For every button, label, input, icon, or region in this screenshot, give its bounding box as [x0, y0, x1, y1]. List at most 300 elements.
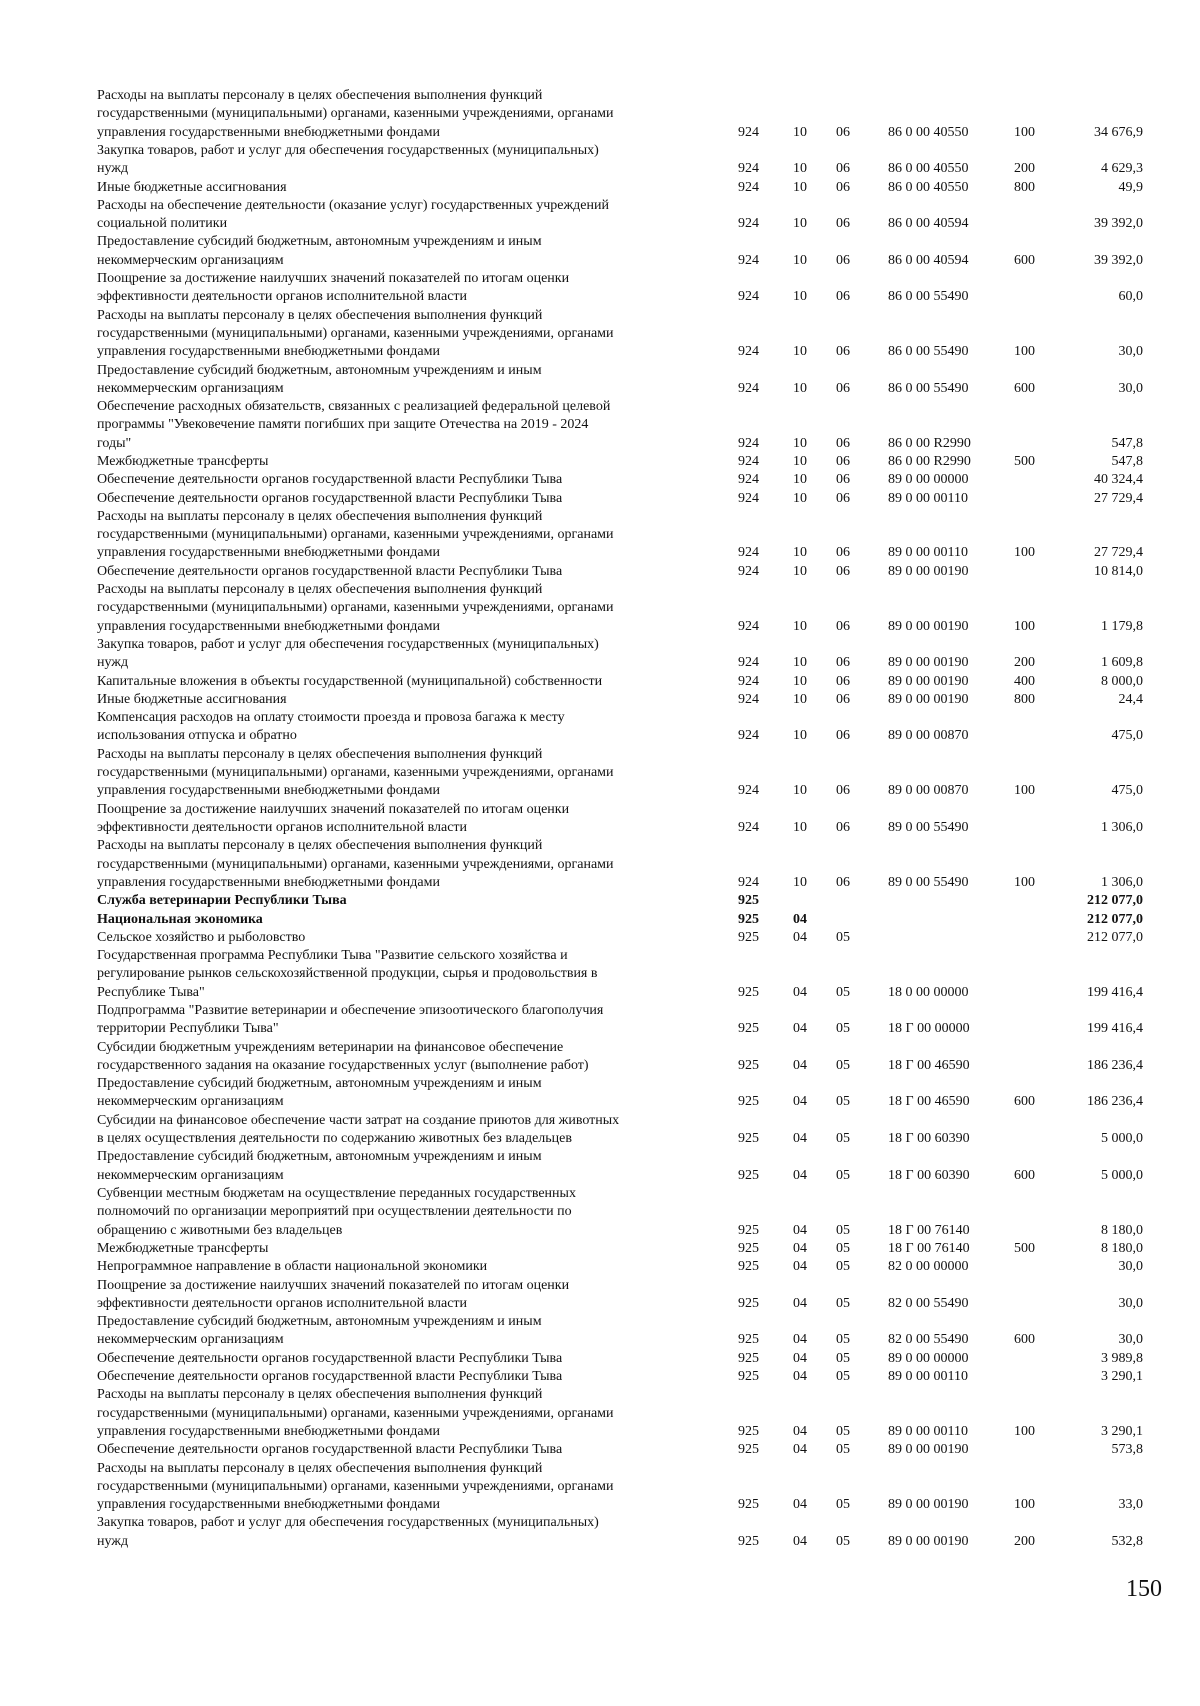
description-line: Субсидии на финансовое обеспечение части затрат на создание приютов для животных: [97, 1112, 620, 1128]
row-values: [0, 654, 1200, 672]
target-article-code: 18 Г 00 00000: [888, 1021, 970, 1037]
table-row: [0, 1258, 1200, 1276]
expense-type-code: 500: [1014, 454, 1035, 469]
table-row: [0, 1386, 1200, 1441]
subsection-code: 06: [836, 673, 850, 689]
description-line: некоммерческим организациям: [97, 252, 284, 268]
expense-type-code: 600: [1014, 380, 1035, 396]
subsection-code: 06: [836, 179, 850, 195]
table-row: [0, 142, 1200, 179]
description-line: Компенсация расходов на оплату стоимости проезда и провоза багажа к месту: [97, 710, 565, 726]
target-article-code: 89 0 00 00190: [888, 563, 969, 579]
section-code: 10: [793, 490, 807, 506]
section-code: 04: [793, 929, 807, 945]
subsection-code: 05: [836, 1423, 850, 1439]
description-line: Закупка товаров, работ и услуг для обеспечения государственных (муниципальных): [97, 637, 599, 652]
amount: 199 416,4: [1087, 1021, 1143, 1037]
amount: 212 077,0: [1087, 893, 1143, 909]
amount: 3 290,1: [1101, 1369, 1143, 1384]
description-line: Иные бюджетные ассигнования: [97, 691, 287, 707]
section-code: 10: [793, 344, 807, 360]
section-code: 04: [793, 1131, 807, 1147]
section-code: 04: [793, 1259, 807, 1275]
description-line: Расходы на выплаты персоналу в целях обеспечения выполнения функций: [97, 746, 543, 762]
description-line: Закупка товаров, работ и услуг для обеспечения государственных (муниципальных): [97, 1515, 599, 1531]
row-values: [0, 1057, 1200, 1075]
table-row: [0, 1313, 1200, 1350]
table-row: [0, 563, 1200, 581]
amount: 34 676,9: [1094, 124, 1143, 140]
amount: 475,0: [1111, 728, 1143, 744]
section-code: 04: [793, 1167, 807, 1183]
subsection-code: 05: [836, 1350, 850, 1366]
description-line: некоммерческим организациям: [97, 1167, 284, 1183]
target-article-code: 86 0 00 40550: [888, 161, 969, 177]
table-row: [0, 636, 1200, 673]
description-line: некоммерческим организациям: [97, 1332, 284, 1348]
subsection-code: 06: [836, 728, 850, 744]
subsection-code: 05: [836, 1533, 850, 1549]
table-row: [0, 1148, 1200, 1185]
row-values: [0, 1240, 1200, 1258]
table-row: [0, 1368, 1200, 1386]
section-code: 04: [793, 1240, 807, 1256]
row-values: [0, 691, 1200, 709]
section-code: 10: [793, 252, 807, 268]
grbs-code: 924: [738, 783, 759, 799]
description-line: управления государственными внебюджетными фондами: [97, 783, 440, 799]
table-row: [0, 709, 1200, 746]
amount: 212 077,0: [1087, 911, 1143, 927]
target-article-code: 18 Г 00 46590: [888, 1094, 970, 1110]
row-values: [0, 544, 1200, 562]
section-code: 10: [793, 618, 807, 634]
row-values: [0, 288, 1200, 306]
section-code: 04: [793, 1222, 807, 1238]
row-values: [0, 471, 1200, 489]
amount: 3 290,1: [1101, 1423, 1143, 1439]
row-values: [0, 618, 1200, 636]
description-line: полномочий по организации мероприятий при осуществлении деятельности по: [97, 1204, 572, 1220]
description-line: Обеспечение деятельности органов государственной власти Республики Тыва: [97, 1442, 563, 1458]
table-row: [0, 1112, 1200, 1149]
description-line: управления государственными внебюджетными фондами: [97, 874, 440, 890]
grbs-code: 925: [738, 1332, 759, 1348]
section-code: 10: [793, 179, 807, 195]
section-code: 10: [793, 435, 807, 451]
subsection-code: 06: [836, 563, 850, 579]
description-line: Расходы на выплаты персоналу в целях обеспечения выполнения функций: [97, 582, 543, 598]
row-values: [0, 727, 1200, 745]
amount: 547,8: [1111, 435, 1143, 451]
subsection-code: 05: [836, 1240, 850, 1256]
row-values: [0, 1533, 1200, 1551]
grbs-code: 925: [738, 1222, 759, 1238]
grbs-code: 924: [738, 655, 759, 671]
section-code: 04: [793, 1057, 807, 1073]
amount: 1 179,8: [1101, 618, 1143, 634]
table-row: [0, 581, 1200, 636]
row-values: [0, 1350, 1200, 1368]
description-line: Подпрограмма "Развитие ветеринарии и обеспечение эпизоотического благополучия: [97, 1003, 604, 1018]
table-row: [0, 1075, 1200, 1112]
expense-type-code: 800: [1014, 179, 1035, 195]
table-row: [0, 673, 1200, 691]
row-values: [0, 179, 1200, 197]
amount: 8 000,0: [1101, 673, 1143, 689]
row-values: [0, 124, 1200, 142]
target-article-code: 89 0 00 00110: [888, 1423, 968, 1439]
subsection-code: 06: [836, 490, 850, 506]
expense-type-code: 100: [1014, 1497, 1035, 1513]
description-line: Расходы на выплаты персоналу в целях обеспечения выполнения функций: [97, 1387, 543, 1403]
section-code: 04: [793, 1021, 807, 1037]
target-article-code: 89 0 00 00190: [888, 618, 969, 634]
row-values: [0, 1222, 1200, 1240]
description-line: государственными (муниципальными) органами, казенными учреждениями, органами: [97, 600, 614, 616]
section-code: 04: [793, 1295, 807, 1311]
description-line: государственными (муниципальными) органами, казенными учреждениями, органами: [97, 527, 614, 543]
row-values: [0, 343, 1200, 361]
target-article-code: 89 0 00 55490: [888, 819, 969, 835]
section-code: 04: [793, 1094, 807, 1110]
description-line: Поощрение за достижение наилучших значений показателей по итогам оценки: [97, 271, 570, 286]
row-values: [0, 1368, 1200, 1386]
description-line: социальной политики: [97, 216, 228, 232]
table-row: [0, 1350, 1200, 1368]
description-line: некоммерческим организациям: [97, 380, 284, 396]
amount: 39 392,0: [1094, 252, 1143, 268]
amount: 186 236,4: [1087, 1057, 1143, 1073]
section-code: 04: [793, 1369, 807, 1384]
table-row: [0, 270, 1200, 307]
section-code: 10: [793, 728, 807, 744]
subsection-code: 05: [836, 1021, 850, 1037]
description-line: государственного задания на оказание государственных услуг (выполнение работ): [97, 1057, 589, 1073]
expense-type-code: 100: [1014, 344, 1035, 360]
description-line: государственными (муниципальными) органами, казенными учреждениями, органами: [97, 1478, 614, 1494]
description-line: управления государственными внебюджетными фондами: [97, 124, 440, 140]
expense-type-code: 100: [1014, 874, 1035, 890]
amount: 1 609,8: [1101, 655, 1143, 671]
table-row: [0, 398, 1200, 453]
section-code: 10: [793, 874, 807, 890]
section-code: 10: [793, 655, 807, 671]
grbs-code: 924: [738, 490, 759, 506]
subsection-code: 06: [836, 380, 850, 396]
subsection-code: 06: [836, 124, 850, 140]
subsection-code: 05: [836, 1094, 850, 1110]
table-row: [0, 307, 1200, 362]
description-line: Иные бюджетные ассигнования: [97, 179, 287, 195]
grbs-code: 924: [738, 874, 759, 890]
table-row: [0, 911, 1200, 929]
description-line: Межбюджетные трансферты: [97, 1240, 269, 1256]
description-line: Служба ветеринарии Республики Тыва: [97, 893, 347, 909]
grbs-code: 924: [738, 344, 759, 360]
description-line: государственными (муниципальными) органами, казенными учреждениями, органами: [97, 1405, 614, 1421]
section-code: 10: [793, 673, 807, 689]
table-row: [0, 453, 1200, 471]
target-article-code: 86 0 00 R2990: [888, 454, 971, 469]
description-line: Субвенции местным бюджетам на осуществление переданных государственных: [97, 1186, 576, 1201]
description-line: Предоставление субсидий бюджетным, автономным учреждениям и иным: [97, 362, 542, 378]
grbs-code: 925: [738, 893, 759, 909]
expense-type-code: 100: [1014, 783, 1035, 799]
description-line: Расходы на выплаты персоналу в целях обеспечения выполнения функций: [97, 508, 543, 524]
target-article-code: 18 0 00 00000: [888, 984, 969, 1000]
section-code: 04: [793, 1497, 807, 1513]
subsection-code: 05: [836, 1497, 850, 1513]
row-values: [0, 1331, 1200, 1349]
description-line: Предоставление субсидий бюджетным, автономным учреждениям и иным: [97, 1314, 542, 1330]
grbs-code: 924: [738, 124, 759, 140]
row-values: [0, 819, 1200, 837]
grbs-code: 925: [738, 1167, 759, 1183]
target-article-code: 86 0 00 R2990: [888, 435, 971, 451]
amount: 39 392,0: [1094, 216, 1143, 232]
subsection-code: 05: [836, 1295, 850, 1311]
expense-type-code: 600: [1014, 1167, 1035, 1183]
grbs-code: 924: [738, 435, 759, 451]
grbs-code: 925: [738, 911, 759, 927]
table-row: [0, 1514, 1200, 1551]
subsection-code: 05: [836, 1222, 850, 1238]
subsection-code: 06: [836, 161, 850, 177]
description-line: Предоставление субсидий бюджетным, автономным учреждениям и иным: [97, 1076, 542, 1092]
amount: 8 180,0: [1101, 1240, 1143, 1256]
target-article-code: 86 0 00 55490: [888, 344, 969, 360]
description-line: государственными (муниципальными) органами, казенными учреждениями, органами: [97, 856, 614, 872]
expense-type-code: 800: [1014, 691, 1035, 707]
description-line: некоммерческим организациям: [97, 1094, 284, 1110]
description-line: Расходы на выплаты персоналу в целях обеспечения выполнения функций: [97, 838, 543, 854]
target-article-code: 82 0 00 55490: [888, 1295, 969, 1311]
grbs-code: 924: [738, 252, 759, 268]
row-values: [0, 1295, 1200, 1313]
grbs-code: 924: [738, 179, 759, 195]
grbs-code: 924: [738, 289, 759, 305]
description-line: Расходы на выплаты персоналу в целях обеспечения выполнения функций: [97, 1460, 543, 1476]
grbs-code: 925: [738, 1533, 759, 1549]
grbs-code: 925: [738, 1423, 759, 1439]
subsection-code: 06: [836, 454, 850, 469]
expense-type-code: 600: [1014, 1094, 1035, 1110]
description-line: обращению с животными без владельцев: [97, 1222, 343, 1238]
subsection-code: 06: [836, 874, 850, 890]
description-line: эффективности деятельности органов исполнительной власти: [97, 819, 468, 835]
target-article-code: 89 0 00 55490: [888, 874, 969, 890]
expense-type-code: 200: [1014, 655, 1035, 671]
description-line: эффективности деятельности органов исполнительной власти: [97, 1295, 468, 1311]
section-code: 10: [793, 472, 807, 488]
expense-type-code: 500: [1014, 1240, 1035, 1256]
amount: 24,4: [1118, 691, 1143, 707]
grbs-code: 925: [738, 1295, 759, 1311]
subsection-code: 06: [836, 691, 850, 707]
target-article-code: 89 0 00 00190: [888, 1533, 969, 1549]
table-row: [0, 929, 1200, 947]
grbs-code: 925: [738, 1369, 759, 1384]
amount: 49,9: [1118, 179, 1143, 195]
description-line: эффективности деятельности органов исполнительной власти: [97, 289, 468, 305]
table-row: [0, 508, 1200, 563]
description-line: годы": [97, 435, 132, 451]
subsection-code: 06: [836, 472, 850, 488]
description-line: в целях осуществления деятельности по содержанию животных без владельцев: [97, 1131, 572, 1147]
target-article-code: 89 0 00 00190: [888, 1442, 969, 1458]
section-code: 10: [793, 380, 807, 396]
row-values: [0, 435, 1200, 453]
amount: 30,0: [1118, 1332, 1143, 1348]
row-values: [0, 453, 1200, 471]
section-code: 10: [793, 563, 807, 579]
grbs-code: 925: [738, 1131, 759, 1147]
subsection-code: 06: [836, 344, 850, 360]
amount: 199 416,4: [1087, 984, 1143, 1000]
description-line: Капитальные вложения в объекты государственной (муниципальной) собственности: [97, 673, 603, 689]
subsection-code: 05: [836, 929, 850, 945]
description-line: Непрограммное направление в области национальной экономики: [97, 1259, 488, 1275]
target-article-code: 82 0 00 55490: [888, 1332, 969, 1348]
row-values: [0, 874, 1200, 892]
grbs-code: 924: [738, 545, 759, 561]
row-values: [0, 1423, 1200, 1441]
row-values: [0, 215, 1200, 233]
subsection-code: 06: [836, 252, 850, 268]
grbs-code: 925: [738, 1442, 759, 1458]
description-line: Обеспечение деятельности органов государственной власти Республики Тыва: [97, 563, 563, 579]
table-row: [0, 691, 1200, 709]
row-values: [0, 1130, 1200, 1148]
table-row: [0, 1240, 1200, 1258]
amount: 30,0: [1118, 1259, 1143, 1275]
section-code: 04: [793, 1332, 807, 1348]
target-article-code: 89 0 00 00110: [888, 490, 968, 506]
section-code: 10: [793, 289, 807, 305]
description-line: нужд: [97, 655, 129, 671]
section-code: 04: [793, 1423, 807, 1439]
subsection-code: 05: [836, 1131, 850, 1147]
amount: 5 000,0: [1101, 1167, 1143, 1183]
subsection-code: 05: [836, 1369, 850, 1384]
row-values: [0, 1093, 1200, 1111]
grbs-code: 925: [738, 1240, 759, 1256]
row-values: [0, 160, 1200, 178]
table-row: [0, 837, 1200, 892]
description-line: территории Республики Тыва": [97, 1021, 279, 1037]
table-row: [0, 197, 1200, 234]
description-line: Предоставление субсидий бюджетным, автономным учреждениям и иным: [97, 234, 542, 250]
subsection-code: 05: [836, 1167, 850, 1183]
target-article-code: 86 0 00 55490: [888, 380, 969, 396]
row-values: [0, 490, 1200, 508]
row-values: [0, 380, 1200, 398]
description-line: регулирование рынков сельскохозяйственной продукции, сырья и продовольствия в: [97, 966, 598, 982]
grbs-code: 924: [738, 819, 759, 835]
description-line: управления государственными внебюджетными фондами: [97, 1423, 440, 1439]
row-values: [0, 892, 1200, 910]
description-line: Поощрение за достижение наилучших значений показателей по итогам оценки: [97, 801, 570, 817]
amount: 27 729,4: [1094, 545, 1143, 561]
expense-type-code: 200: [1014, 161, 1035, 177]
row-values: [0, 911, 1200, 929]
table-row: [0, 746, 1200, 801]
subsection-code: 06: [836, 819, 850, 835]
amount: 60,0: [1118, 289, 1143, 305]
section-code: 10: [793, 216, 807, 232]
table-row: [0, 801, 1200, 838]
description-line: Закупка товаров, работ и услуг для обеспечения государственных (муниципальных): [97, 142, 599, 158]
subsection-code: 05: [836, 1057, 850, 1073]
section-code: 10: [793, 545, 807, 561]
section-code: 10: [793, 783, 807, 799]
expense-type-code: 100: [1014, 618, 1035, 634]
section-code: 10: [793, 454, 807, 469]
description-line: использования отпуска и обратно: [97, 728, 297, 744]
grbs-code: 925: [738, 1497, 759, 1513]
grbs-code: 925: [738, 1057, 759, 1073]
amount: 212 077,0: [1087, 929, 1143, 945]
amount: 33,0: [1118, 1497, 1143, 1513]
target-article-code: 86 0 00 40594: [888, 216, 969, 232]
description-line: Обеспечение расходных обязательств, связанных с реализацией федеральной целевой: [97, 399, 611, 415]
description-line: Обеспечение деятельности органов государственной власти Республики Тыва: [97, 490, 563, 506]
expense-type-code: 600: [1014, 1332, 1035, 1348]
amount: 5 000,0: [1101, 1131, 1143, 1147]
row-values: [0, 1020, 1200, 1038]
row-values: [0, 252, 1200, 270]
description-line: Поощрение за достижение наилучших значений показателей по итогам оценки: [97, 1277, 570, 1293]
description-line: Расходы на обеспечение деятельности (оказание услуг) государственных учреждений: [97, 197, 609, 213]
description-line: Обеспечение деятельности органов государственной власти Республики Тыва: [97, 472, 563, 488]
section-code: 04: [793, 984, 807, 1000]
section-code: 10: [793, 161, 807, 177]
description-line: Национальная экономика: [97, 911, 263, 927]
table-row: [0, 233, 1200, 270]
target-article-code: 86 0 00 40550: [888, 124, 969, 140]
grbs-code: 924: [738, 618, 759, 634]
amount: 27 729,4: [1094, 490, 1143, 506]
grbs-code: 924: [738, 161, 759, 177]
grbs-code: 924: [738, 380, 759, 396]
subsection-code: 06: [836, 216, 850, 232]
description-line: Расходы на выплаты персоналу в целях обеспечения выполнения функций: [97, 88, 543, 103]
subsection-code: 06: [836, 435, 850, 451]
grbs-code: 924: [738, 216, 759, 232]
target-article-code: 18 Г 00 76140: [888, 1240, 970, 1256]
description-line: Обеспечение деятельности органов государственной власти Республики Тыва: [97, 1369, 563, 1384]
grbs-code: 925: [738, 984, 759, 1000]
description-line: управления государственными внебюджетными фондами: [97, 618, 440, 634]
description-line: государственными (муниципальными) органами, казенными учреждениями, органами: [97, 106, 614, 122]
grbs-code: 924: [738, 563, 759, 579]
expense-type-code: 400: [1014, 673, 1035, 689]
amount: 1 306,0: [1101, 874, 1143, 890]
grbs-code: 925: [738, 1021, 759, 1037]
table-row: [0, 1441, 1200, 1459]
target-article-code: 18 Г 00 46590: [888, 1057, 970, 1073]
section-code: 04: [793, 1442, 807, 1458]
amount: 10 814,0: [1094, 563, 1143, 579]
table-row: [0, 1277, 1200, 1314]
target-article-code: 86 0 00 55490: [888, 289, 969, 305]
amount: 547,8: [1111, 454, 1143, 469]
expense-type-code: 200: [1014, 1533, 1035, 1549]
target-article-code: 89 0 00 00110: [888, 1369, 968, 1384]
amount: 1 306,0: [1101, 819, 1143, 835]
description-line: Межбюджетные трансферты: [97, 454, 269, 469]
